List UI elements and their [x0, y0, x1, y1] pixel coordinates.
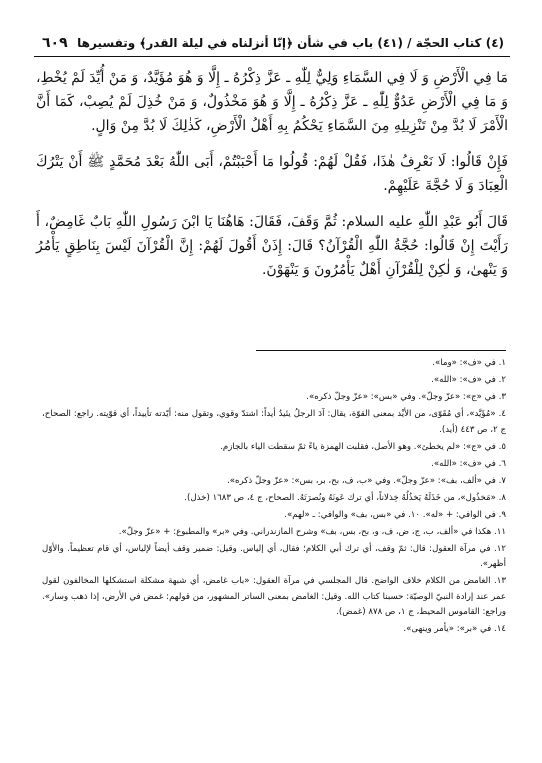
footnote: ١١. هكذا في «ألف، ب، ج، ض، ف، و، بح، بس، بف» وشرح المازندراني. وفي «بر» والمطبوع: + «عزّ وجلّ».	[118, 526, 506, 537]
footnotes	[42, 356, 506, 639]
header-divider	[34, 56, 510, 57]
footnote: ١. في «ف»: «وما».	[432, 358, 506, 368]
footnote: ٥. في «ج»: «لم يخطئ». وهو الأصل، فقلبت الهمزة ياءً ثمّ سقطت الياء بالجازم.	[220, 441, 506, 452]
footnote-divider	[256, 350, 506, 351]
footnote: ٩. في الوافي: + «له». ١٠. في «بس، بف» والوافي: ـ «لهم».	[284, 509, 506, 520]
footnote: ٤. «مُؤَيَّد»، أي مُقَوّى، من الأيْد بمعنى القوّة، يقال: آدَ الرجلُ يئيدُ أيداً: اشتدّ وقوي، وتقول منه: أيّدته تأييداً، أي قوّيته. راجع: الصحاح، ج ٢، ص ٤٤٣ (أيد).	[42, 409, 506, 435]
running-title: (٤) كتاب الحجّة / (٤١) باب في شأن ﴿إنّا أنزلناه في ليلة القدر﴾ وتفسيرها	[77, 36, 504, 50]
footnote: ٦. في «ف»: «الله».	[431, 458, 506, 469]
paragraph: مَا فِي الْأَرْضِ وَ لَا فِي السَّمَاءِ وَلِيٌّ لِلّٰهِ ـ عَزَّ ذِكْرُهُ ـ إِلَّا وَ هُوَ مُؤَيَّدٌ، وَ مَنْ أُيِّدَ لَمْ يُخْطِ، وَ مَا فِي الْأَرْضِ عَدُوٌّ لِلّٰهِ ـ عَزَّ ذِكْرُهُ ـ إِلَّا وَ هُوَ مَخْذُولٌ، وَ مَنْ خُذِلَ لَمْ يُصِبْ، كَمَا أَنَّ الْأَمْرَ لَا بُدَّ مِنْ تَنْزِيلِهِ مِنَ السَّمَاءِ يَحْكُمُ بِهِ أَهْلُ الْأَرْضِ، كَذٰلِكَ لَا بُدَّ مِنْ وَالٍ.	[36, 70, 508, 134]
footnote: ٣. في «ج»: «عزّ وجلّ». وفي «بس»: «عزّ وجلّ ذكره».	[306, 392, 506, 402]
page-number: ٦٠٩	[42, 35, 68, 51]
page-header	[42, 32, 504, 54]
footnote: ٨. «مَخذُول»، من خَذَلَهُ يَخذُلُهُ خِذلاناً، أي ترك عَونَهُ ونُصرَتَهُ. الصحاح، ج ٤، ص ١٦٨٣ (خذل).	[184, 492, 506, 503]
paragraph: فَإِنْ قَالُوا: لَا نَعْرِفُ هٰذَا، فَقُلْ لَهُمْ: قُولُوا مَا أَحْبَبْتُمْ، أَبَى اللّٰهُ بَعْدَ مُحَمَّدٍ ﷺ أَنْ يَتْرُكَ الْعِبَادَ وَ لَا حُجَّةَ عَلَيْهِمْ.	[36, 154, 508, 194]
footnote: ١٣. الغامض من الكلام خلاف الواضح. قال المجلسي في مرآة العقول: «باب غامض، أي شبهة مشكلة استشكلها المخالفون لقول عمر عند إرادة النبيّ الوصيّة: حسبنا كتاب الله. وقيل: الغامض بمعنى الساتر المشهور، من قولهم: غمض في الأرض، إذا ذهب وسار». وراجع: القاموس المحيط، ج ١، ص ٨٧٨ (غمض).	[42, 576, 506, 617]
footnote: ١٢. في مرآة العقول: قال: ثمّ وقف، أي ترك أبي الكلام؛ فقال، أي إلياس. وقيل: ضمير وقف أيضاً لإلياس، أي قام تعظيماً. والأوّل أظهر».	[42, 543, 506, 569]
main-text	[36, 66, 508, 294]
footnote: ٧. في «ألف، بف»: «عزّ وجلّ». وفي «ب، ف، بح، بر، بس»: «عزّ وجلّ ذكره».	[227, 475, 506, 486]
footnote: ٢. في «ف»: «الله».	[431, 375, 506, 385]
paragraph: قَالَ أَبُو عَبْدِ اللّٰهِ عليه السلام: ثُمَّ وَقَفَ، فَقَالَ: هَاهُنَا يَا ابْنَ رَسُولِ اللّٰهِ بَابٌ غَامِضٌ، أَ رَأَيْتَ إِنْ قَالُوا: حُجَّةُ اللّٰهِ الْقُرْآنُ؟ قَالَ: إِذَنْ أَقُولَ لَهُمْ: إِنَّ الْقُرْآنَ لَيْسَ بِنَاطِقٍ يَأْمُرُ وَ يَنْهىٰ، وَ لٰكِنْ لِلْقُرْآنِ أَهْلٌ يَأْمُرُونَ وَ يَنْهَوْنَ.	[36, 214, 508, 278]
footnote: ١٤. في «بر»: «يأمر وينهى».	[403, 624, 506, 634]
